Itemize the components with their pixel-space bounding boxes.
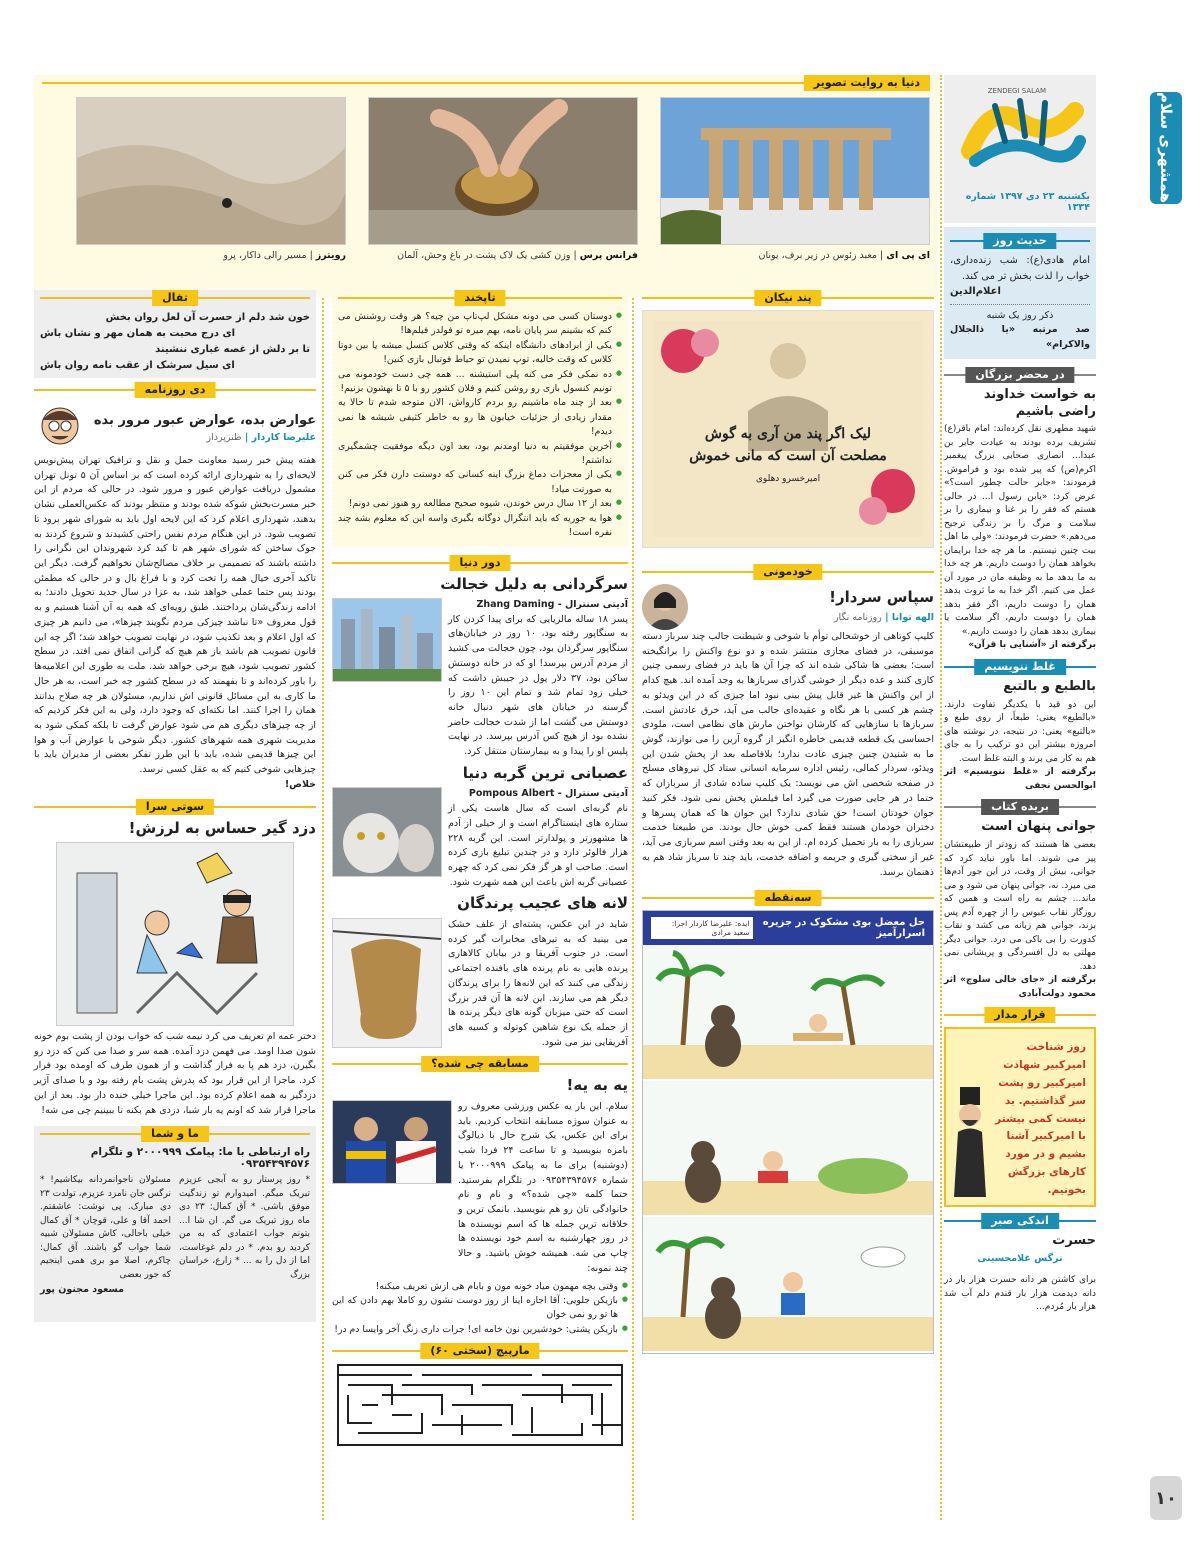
- zekr-text: صد مرتبه «یا ذالجلال والاکرام»: [950, 324, 1090, 350]
- column-narrow: [944, 75, 1096, 1315]
- temple-photo: [660, 97, 930, 245]
- hadith-box: [944, 227, 1096, 359]
- photo-row: [42, 97, 930, 261]
- qarar-section: [944, 1007, 1096, 1207]
- section-tag: سوتی سرا: [136, 799, 214, 815]
- contact-header: راه ارتباطی با ما: پیامک ۲۰۰۰۹۹۹ و تلگرام ۰۹۳۵۴۳۹۴۵۷۶: [90, 1146, 310, 1171]
- news-item: [332, 918, 628, 1050]
- burglar-cartoon: [56, 842, 294, 1026]
- sooti-title: دزد گیر حساس به لرزش!: [128, 818, 316, 837]
- dour-donya-section: [332, 555, 628, 1051]
- poem-body: برای کاشتن هر دانه حسرت هزار بار در دانه دیدمت هزار بار قندم دلم آب شد هزار بار مُردم...: [944, 1275, 1096, 1313]
- photo-card: [660, 97, 930, 261]
- hadith-text: امام هادی(ع): شب زنده‌داری، خواب را لذت بخش تر می کند.: [950, 255, 1090, 282]
- section-tag: تفال: [152, 290, 198, 306]
- contest-body-row: [332, 1100, 628, 1277]
- photo-card: [368, 97, 638, 261]
- author-caricature: [34, 402, 86, 454]
- section-tag: ما و شما: [141, 1126, 209, 1142]
- tapkhand-item: ● هوا یه جوریه که باید انتگرال دوگانه بگیری واسه این که معلوم بشه چند نفره است!: [338, 512, 622, 541]
- contact-col: * روز پرستار رو به آبجی عزیزم تبریک میگم. امیدوارم تو زندگیت موفق باشی. * آق کمال: ۲۳ دی ماه روز تبریک می گم. ان شا ا... بتونم جواب اعتمادی که به من کردید رو بدم. * در دلم غوغاست، اما از دل را به ... * زارع، خراسان بزرگ: [179, 1175, 310, 1280]
- turtle-photo: [368, 97, 638, 245]
- tapkhand-item: ● آخرین موفقیتم به دنیا اومدنم بود، بعد اون دیگه موفقیت چشمگیری نداشتم!: [338, 440, 622, 469]
- diary-title: عوارض بده، عوارض عبور مرور بده: [93, 412, 316, 428]
- comic-strip: [642, 910, 934, 1354]
- advice-text: لیک اگر پند من آری به گوش مصلحت آن است که مانی خموش امیرخسرو دهلوی: [689, 426, 887, 484]
- khodemooni-section: [642, 564, 934, 880]
- diary-section: [34, 382, 316, 793]
- diary-byline: علیرضا کاردار | طنزپرداز: [206, 432, 316, 444]
- section-tag: غلط ننویسیم: [974, 659, 1066, 675]
- tapkhand-item: ● دوستان کسی می دونه مشکل لپ‌تاپ من چیه؟ هر وقت روشنش می کنم که بشینم سر پایان نامه، بهم میره تو فولدر فیلم‌ها!: [338, 310, 622, 339]
- khodemooni-title: سپاس سردار!: [829, 588, 934, 606]
- writing-title: بالطبع و بالتبع: [1003, 678, 1096, 694]
- contest-sample: ● بازیکن جلویی: آقا اجازه اینا از روز دوست نشون رو کاملا بهم دادن که این ها تو رو نمی خوان: [332, 1294, 628, 1323]
- contest-body: سلام. این بار یه عکس ورزشی معروف رو به عنوان سوژه مسابقه انتخاب کردیم. باید برای این عکس، یک شرح حال با دیالوگ بامزه بنویسید و تا ساعت ۲۴ فردا شب (دوشنبه) برای ما به پیامک ۲۰۰۰۹۹۹ یا شماره ۰۹۳۵۴۳۹۴۵۷۶ در تلگرام بفرستید. حتما کلمه «چی شده؟» و نام و نام خانوادگی تان رو هم بنویسید. بانمک ترین و خلاقانه ترین جمله ها که اسم نویسنده ها در روز چهارشنبه به اسم خود نویسنده ها چاپ می شه. همیشه خوش باشید. و حالا چند نمونه:: [458, 1100, 629, 1274]
- section-tag: دی روزنامه: [135, 382, 216, 398]
- photo-caption: فرانس پرس | وزن کشی یک لاک پشت در باغ وحش، آلمان: [397, 250, 638, 261]
- section-tag: دنیا به روایت تصویر: [804, 75, 930, 91]
- contact-sign: مسعود مجنون پور: [40, 1284, 125, 1296]
- section-tag: اندکی صبر: [981, 1213, 1059, 1229]
- section-tab: همشهری سلام: [1150, 92, 1182, 204]
- tapkhand-item: ● بعد از ۱۲ سال درس خوندن، شیوه صحیح مطالعه رو هنوز نمی دونم!: [338, 497, 622, 511]
- news-title: لانه های عجیب پرندگان: [457, 894, 628, 913]
- column-divider: [940, 75, 942, 1520]
- elders-title: به خواست خداوند راضی باشیم: [983, 386, 1096, 419]
- poem-title: حسرت: [1052, 1233, 1096, 1249]
- masthead: [944, 75, 1096, 223]
- contest-samples: [332, 1280, 628, 1338]
- section-tag: تاپخند: [454, 290, 505, 306]
- news-title: عصبانی ترین گربه دنیا: [462, 763, 628, 782]
- date-line: یکشنبه ۲۳ دی ۱۳۹۷ شماره ۱۳۳۴: [965, 191, 1090, 213]
- zekr-title: ذکر روز یک شنبه: [986, 309, 1054, 321]
- football-photo: [332, 1100, 452, 1184]
- tapkhand-item: ● یکی از ابرادهای دانشگاه اینکه که وقتی کلاس کنسل میشه یا بین دوتا کلاس که وقت خالیه، توپ نمیدن تو حیاط فوتبال بازی کنین!: [338, 339, 622, 368]
- elders-section: [944, 367, 1096, 653]
- khodemooni-header: [642, 584, 934, 630]
- nest-photo: [332, 918, 442, 1048]
- book-source: برگرفته از «جای خالی سلوچ» اثر محمود دولت‌آبادی: [944, 975, 1096, 999]
- news-body: پسر ۱۸ ساله مالزیایی که برای پیدا کردن کار به سنگاپور رفته بود، ۱۰ روز در خیابان‌های سنگاپور سرگردان بود، چون خجالت می کشید از مردم آدرس بپرسد! او که در خانه دوستش ساکن بود، ۳۷ دلار پول در جیبش داشت که خیلی زود تمام شد و تمام این ۱۰ روز را گرسنه در خیابان های شهر دنبال خانه دوستش می گشت اما از شدت خجالت حاضر نشده بود از هیچ کس آدرس بپرسد. در نهایت پلیس او را پیدا و به بیمارستان منتقل کرد.: [448, 613, 629, 758]
- section-tag: بریده کتاب: [981, 799, 1059, 815]
- comic-panels: [643, 945, 933, 1353]
- elders-body: شهید مطهری نقل کرده‌اند: امام باقر(ع) تشریف برده بودند به عیادت جابر بن عبدا... انصاری صحابی بزرگ پیغمبر اکرم(ص) که پیر شده بود و فراموش. فرمودند: «جابر حالت چطور است؟» عرض کرد: «یابن رسول ا... در حالی هستم که فقر را بر غنا و بیماری را بر سلامت و مرگ را بر زندگی ترجیح می‌دهم.» حضرت فرمودند: «ولی ما اهل بیت چنین نیستیم. ما هر چه خدا برایمان بخواهد همان را دوست داریم. هر چه خدا به ما بدهد ما به وظیفه مان در مورد آن عمل می کنیم. اگر خدا به ما ثروت بدهد همان را دوست داریم، اگر فقر بدهد همان را دوست داریم، اگر سلامت یا بیماری بدهد همان را دوست داریم.»: [944, 424, 1096, 637]
- news-body: شاید در این عکس، پشته‌ای از علف خشک می بینید که به تیرهای مخابرات گیر کرده است. در جنوب آفریقا و در بیابان کالاهاری پرنده هایی به نام پرنده های بافنده اجتماعی زندگی می کنند که این لانه‌ها را برای پرندگان دیگر هم می سازند. این لانه ها آن قدر بزرگ است که حتی میزبان گونه های دیگر پرنده ها از جمله یک نوع شاهین کوتوله و کسیه های آفریقایی نیز می شود.: [448, 918, 628, 1048]
- book-section: [944, 799, 1096, 1001]
- poem-author: نرگس غلامحسینی: [977, 1253, 1063, 1265]
- section-tag: مسابقه چی شده؟: [421, 1056, 539, 1072]
- sooti-body: دختر عمه ام تعریف می کرد نیمه شب که خواب بودن از پشت بوم خونه شون صدا اومد. می فهمن دزد آمده. همه سر و صدا می کنن که دزد رو بگیرن، دزد هم پا به فرار گذاشت و از همون طرف که اومده بود فرار کرد. ماجرا از این قرار بود که پدرش پشت بام رفته بود و با صدای آژیر دزدگیر به همه اعلام کرده بود. این ماجرا خیلی خنده دار بود. بعد از این ماجرا قرار شد که اونم یه بار شبا، دزدی هم بکنه تا ببینیم چی می شه!: [34, 1031, 316, 1116]
- hadith-source: اعلام‌الدین: [950, 286, 1001, 297]
- diary-body: هفته پیش خبر رسید معاونت حمل و نقل و ترافیک تهران پیش‌نویس لایحه‌ای را به شهرداری ارائه کرده است که بر اساس آن ۵ تونل تهران مشمول دریافت عوارض عبور و مرور شود. در حالی که مردم از این خبر مسرت‌بخش شوکه شده بودند و منتظر بودند که عکس‌العملی نشان بدهند، شهرداری اعلام کرد که این لایحه اول باید به شورای شهر برود تا تصویب شود. در این هنگام مردم نفس راحتی کشیدند و شروع کردند به جوک ساختن که شورای شهر هم تا کید کرد شهروندان این نگرانی را داشته باشند که تصمیمی بر خلاف مصالح‌شان نخواهیم گرفت. دیگر این تاکید آخری خیال همه را تخت کرد و با فراغ بال و در حالی که مطمئن بودند پس حتما عملی خواهد شد، به عزا در سال جدید تحویل دادند؛ به ادامه زندگی‌شان پرداختند. طبق رویه‌ای که همه به آن آشنا هستیم و به قول معروف «تا نباشد چیزکی مردم نگویند چیزها»، می دانیم هر چیزی که اول اعلام و بعد تکذیب شود، در نهایت تصویب خواهد شد؛ اگر چه این قانون تصویب هم باشد باز هم هیچ که گرانی اتفاق نمی افتد. در سطح کشور تصویب شود، هیچ برخی خواهد شد. ملت به طوری این اعلامیه‌ها را باور کرده‌اند و تا بفهمند که در سطح کشور چه خبر است، به هر حال ما کاری به این مسائل قانونی اش نداریم، مسئولان هر چه صلاح بدانند همان را اجرا کنند. اما نکته‌ای که وجود دارد، ولی به این فکر کردیم که از چه چیزهای دیگری هم می شود عوارض گرفت تا بلکه کمکی شود به مدیریت شهری همه شهرهای کشور. دیگر شوخی با عوارض آب و هوا این چیزها قدیمی شده، باید با این طرز تفکر بعضی از مدیران باید با چیزهایی شوخی کنیم که به عقل کسی نرسد.: [34, 455, 316, 776]
- desert-photo: [76, 97, 346, 245]
- maze-section: [332, 1343, 628, 1451]
- section-tag: قرار مدار: [984, 1007, 1055, 1023]
- elders-source: برگرفته از «آشنایی با قرآن»: [968, 640, 1096, 651]
- world-photo-strip: [34, 75, 938, 297]
- section-tag: پند نیکان: [754, 290, 821, 306]
- diary-header: [34, 402, 316, 454]
- photo-caption: ای پی ای | معبد زئوس در زیر برف، یونان: [758, 250, 930, 261]
- section-tag: حدیث روز: [983, 233, 1056, 249]
- writing-body: این دو قید با یکدیگر تفاوت دارند. «بالطبع» یعنی: طبعاً، از روی طبع و «بالتبع» یعنی: در نتیجه، در نوشته های امروزه بیشتر این دو ترکیب را به جای هم به کار می برند و البته غلط است.: [944, 699, 1096, 764]
- logo-subtitle: ZENDEGI SALAM: [987, 87, 1046, 95]
- poem-section: [944, 1213, 1096, 1314]
- photo-caption: رویترز | مسیر رالی داکار، پرو: [223, 250, 346, 261]
- news-item: [332, 598, 628, 760]
- maze-puzzle[interactable]: [332, 1363, 628, 1447]
- advice-poster: [642, 310, 934, 548]
- contact-section: [34, 1126, 316, 1322]
- cat-photo: [332, 787, 442, 877]
- khodemooni-byline: الهه توانا | روزنامه نگار: [833, 611, 934, 623]
- diary-outro: خلاص!: [284, 778, 316, 790]
- section-tag: خودمونی: [753, 564, 822, 580]
- logo-icon: [950, 81, 1090, 181]
- news-lead: آدیتی سنترال - Zhang Daming: [476, 599, 628, 610]
- photo-card: [76, 97, 346, 261]
- tapkhand-item: ● بعد از چند ماه ماشینم رو بردم کارواش، الان متوجه شدم تا حالا یه مقدار زیادی از جزئیات خیابون ها رو به خاطر کثیفی شیشه ها نمی دیدم!: [338, 396, 622, 439]
- portrait-icon: [952, 1087, 988, 1197]
- news-item: [332, 787, 628, 890]
- faal-poem: خون شد دلم از حسرت آن لعل روان بخش ای درج محبت به همان مهر و نشان باش تا بر دلش از غصه غباری ننشیند ای سیل سرشک از عقب نامه روان باش: [40, 312, 310, 371]
- three-dots-section: [642, 890, 934, 1354]
- contact-columns: [40, 1174, 310, 1282]
- news-body: نام گربه‌ای است که سال هاست یکی از ستاره های اینستاگرام است و از خیلی از آدم ها مشهورتر و پولدارتر است. این گربه ۲۲۸ هزار فالوئر دارد و در چندین تبلیغ بازی کرده است. صاحب او هر گز فکر نمی کرد که چهره عصبانی گربه اش باعث این همه شهرت شود.: [448, 803, 628, 888]
- contact-col: مسئولان ناجوانمردانه بیکاشیم! * نرگس جان نامزد عزیزم، تولدت ۲۳ دی مبارک. پی نوشت: عاشقتم. احمد آقا و علی، قوچان * آق کمال خیلی باحالی، کاش مسئولان شبیه شما جواب گو باشند. آق کمال: چاکرم، اصلا مو بری همی اینجیم که جور بعضی: [40, 1175, 171, 1280]
- contest-sample: ● بازیکن پشتی: خودشیرین نون خامه ای! جرات داری زنگ آخر وایسا دم در!: [332, 1323, 628, 1337]
- qarar-box: [944, 1027, 1096, 1207]
- section-tag: در محضر بزرگان: [965, 367, 1074, 383]
- section-tag: سه‌نقطه: [755, 890, 822, 906]
- comic-header: حل معضل بوی مشکوک در جزیره اسرارآمیز ایده: علیرضا کاردار اجرا: سعید مرادی: [643, 911, 933, 945]
- column-middle: [332, 290, 628, 1451]
- contest-section: [332, 1056, 628, 1337]
- writing-source: برگرفته از «غلط ننویسیم» اثر ابوالحسن نجفی: [944, 767, 1096, 791]
- book-title: جوانی پنهان است: [981, 819, 1096, 835]
- tapkhand-list: [338, 310, 622, 541]
- qarar-text: روز شناخت امیرکبیر شهادت امیرکبیر رو پشت سر گذاشتیم. بد نیست کمی بیشتر با امیرکبیر آشنا بشیم و در مورد کارهای بزرگش بخونیم.: [995, 1041, 1086, 1196]
- sooti-section: [34, 799, 316, 1119]
- writing-section: [944, 659, 1096, 793]
- singapore-photo: [332, 598, 442, 682]
- author-avatar: [642, 584, 688, 630]
- section-tag: مارپیچ (سختی ۶۰): [420, 1343, 539, 1359]
- tapkhand-item: ● ده نمکی فکر می کنه پلی استیشنه ... همه چی دست خودمونه می تونیم کنسول بازی رو روشن کنیم و فلان کشور رو با ۵ تا بهشون بزنیم!: [338, 368, 622, 397]
- news-lead: آدیتی سنترال - Pompous Albert: [468, 788, 628, 800]
- page-number: ۱۰: [1150, 1476, 1182, 1520]
- contest-title: یه به یه!: [566, 1076, 628, 1095]
- khodemooni-body: کلیپ کوتاهی از خوشحالی توأم با شوخی و شیطنت جالب چند سرباز دسته موسیقی، در فضای مجازی منتشر شده و دو نوع واکنش را برانگیخته است؛ بعضی ها شاکی شده اند که چرا آن ها باید در فضای رسمی چنین کاری کنند و عده دیگر از خوشی گذرای سربازها به وجد آمده اند. هیچ کدام از این واکنش ها غیر قابل پیش بینی نبود اما چیزی که در این ویدئو به چشم هر کسی با هر نگاه و عقیده‌ای جالب می آید، خرق عادتش است. سربازها با سازهایی که کارشان نواختن مارش های نظامی است، ملودی احساسی یک قطعه قدیمی خاطره انگیز از گروه آرین را می نوازند، گوش ما به شنیدن چنین چیزی عادت ندارد؛ بلافاصله بعد از پخش شدن این ویدئو، سردار کمالی، رئیس اداره سرمایه انسانی ستاد کل نیروهای مسلح در صفحه شخصی اش می نویسد: یک کلیپ ساده شادی از سربازان که حتما در هر جایی صورت می گیرد اما فیلمش پخش نمی شود. فکر کنید جوان خودتان است! حق شادی ندارد؟ این جوان ها که همان پسرها و دختران خودمان هستند فقط کمی خوش حال بودند. من طبیعتا خدمت سربازی را به بار تحمیل کرده ام. از این به بعد وقتی اسم سربازی می آید، غیر از سختی گیری و جریمه و اضافه خدمت، باید چند تا سرباز شاد هم به ذهنمان برسد.: [642, 631, 934, 878]
- tapkhand-section: [332, 290, 628, 547]
- book-body: بعضی ها هستند که زودتر از طبیعتشان پیر می شوند. اما باور نباید کرد که جوانی، بیش از وقت، در این جور آدم‌ها می میرد. نه، جوانی پنهان می شود و می ماند... چشم به راه است و همین که روزگار نقاب عبوس را از چهره آدم پس بزند، جوانی هم زبانه می کشد و نقاب کدورت را بی باکی می درد. جوانی دیگر مهلتی به دل افسردگی و پریشانی نمی دهد.: [944, 840, 1096, 972]
- contest-sample: ● وقتی بچه مهمون میاد خونه مون و بابام هی ازش تعریف میکنه!: [332, 1280, 628, 1294]
- section-tag: دور دنیا: [449, 555, 510, 571]
- column-right: [642, 290, 934, 1354]
- faal-section: [34, 290, 316, 378]
- tapkhand-item: ● یکی از معجزات دماغ بزرگ اینه کسانی که دوستت دارن فکر می کنن به صورتت میاد!: [338, 468, 622, 497]
- news-title: سرگردانی به دلیل خجالت: [440, 574, 628, 593]
- column-left: [34, 290, 316, 1322]
